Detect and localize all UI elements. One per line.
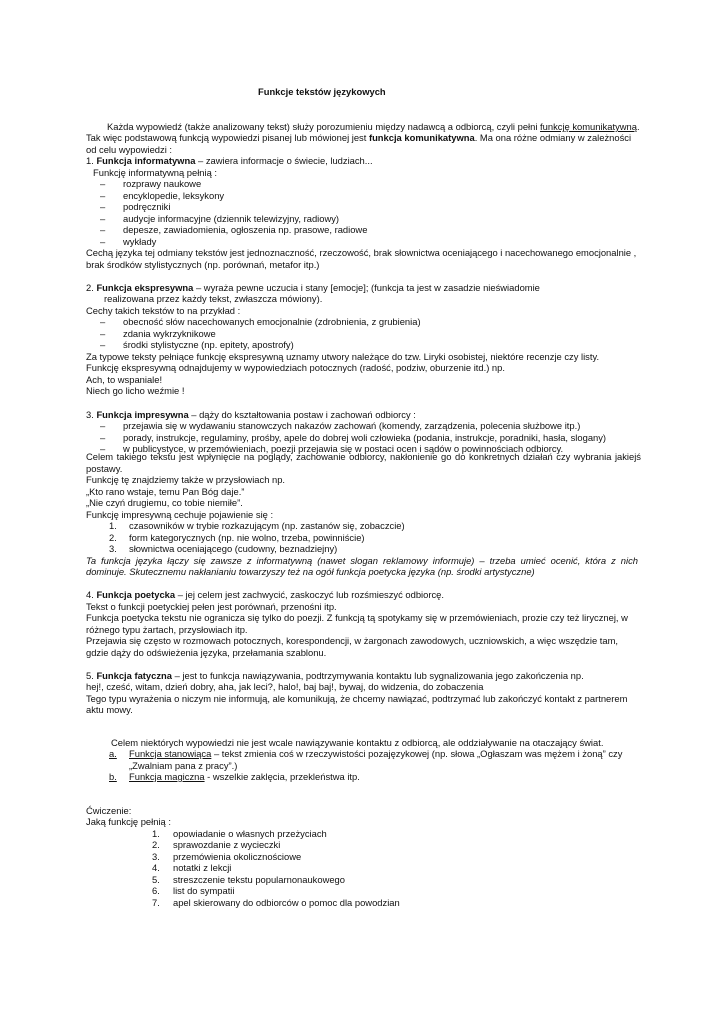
list-item: streszczenie tekstu popularnonaukowego bbox=[173, 874, 345, 885]
section-3-desc: – dąży do kształtowania postaw i zachowań odbiorcy : bbox=[188, 409, 416, 420]
section-3-paragraph: Funkcję impresywną cechuje pojawienie się : bbox=[86, 509, 274, 520]
section-2-example: Ach, to wspaniale! bbox=[86, 374, 163, 385]
list-dash: – bbox=[100, 316, 106, 327]
section-3-note: Ta funkcja języka łączy się zawsze z informatywną (nawet slogan reklamowy informuje) – trzeba umieć ocenić, która z nich bbox=[86, 555, 638, 566]
list-dash: – bbox=[100, 328, 106, 339]
section-2-paragraph: Za typowe teksty pełniące funkcję ekspresywną uznamy utwory należące do tzw. Liryki osobistej, niektóre recenzje czy listy. bbox=[86, 351, 600, 362]
section-2-sub: Cechy takich tekstów to na przykład : bbox=[86, 305, 241, 316]
section-2-desc: – wyraża pewne uczucia i stany [emocje]; (funkcja ta jest w zasadzie nieświadomie bbox=[193, 282, 540, 293]
section-4-paragraph: różnego typu żartach, przysłowiach itp. bbox=[86, 624, 248, 635]
list-number: 2. bbox=[109, 532, 117, 543]
section-3-paragraph: Funkcję tę znajdziemy także w przysłowiach np. bbox=[86, 474, 286, 485]
section-4-heading bbox=[86, 589, 444, 601]
section-3-paragraph: Celem takiego tekstu jest wpłynięcie na poglądy, zachowanie odbiorcy, nakłonienie go do konkretnych działań czy wybrania jakiejś bbox=[86, 451, 641, 462]
section-4-name: Funkcja poetycka bbox=[96, 589, 176, 600]
list-item: notatki z lekcji bbox=[173, 862, 232, 873]
list-dash: – bbox=[100, 236, 106, 247]
section-2-heading bbox=[86, 282, 540, 294]
intro-line-1 bbox=[107, 121, 640, 133]
section-number: 4. bbox=[86, 589, 97, 600]
list-dash: – bbox=[100, 339, 106, 350]
section-number: 1. bbox=[86, 155, 97, 166]
list-number: 1. bbox=[152, 828, 160, 839]
list-item: opowiadanie o własnych przeżyciach bbox=[173, 828, 327, 839]
intro-text: Tak więc podstawową funkcją wypowiedzi pisanej lub mówionej jest bbox=[86, 132, 369, 143]
section-number: 3. bbox=[86, 409, 97, 420]
list-item: przejawia się w wydawaniu stanowczych nakazów zachowań (komendy, zarządzenia, polecenia służbowe itp.) bbox=[123, 420, 581, 431]
list-item: sprawozdanie z wycieczki bbox=[173, 839, 281, 850]
list-item: zdania wykrzyknikowe bbox=[123, 328, 216, 339]
function-a-name: Funkcja stanowiąca bbox=[129, 748, 212, 759]
section-4-paragraph: Przejawia się często w rozmowach potocznych, korespondencji, w żargonach zawodowych, uczniowskich, a więc wszędzie tam, bbox=[86, 635, 619, 646]
section-6-intro: Celem niektórych wypowiedzi nie jest wcale nawiązywanie kontaktu z odbiorcą, ale oddziaływanie na otaczający świat. bbox=[111, 737, 604, 748]
section-4-desc: – jej celem jest zachwycić, zaskoczyć lub rozśmieszyć odbiorcę. bbox=[175, 589, 444, 600]
list-dash: – bbox=[100, 432, 106, 443]
list-number: 5. bbox=[152, 874, 160, 885]
function-b-name: Funkcja magiczna bbox=[129, 771, 205, 782]
list-item: porady, instrukcje, regulaminy, prośby, apele do dobrej woli człowieka (podania, instrukcje, poradniki, hasła, slogany) bbox=[123, 432, 607, 443]
exercise-question: Jaką funkcję pełnią : bbox=[86, 816, 171, 827]
list-dash: – bbox=[100, 213, 106, 224]
function-a-text: – tekst zmienia coś w rzeczywistości pozajęzykowej (np. słowa „Ogłaszam was mężem i żoną” czy bbox=[211, 748, 623, 759]
list-item: obecność słów nacechowanych emocjonalnie (zdrobnienia, z grubienia) bbox=[123, 316, 421, 327]
list-dash: – bbox=[100, 443, 106, 454]
list-item: czasowników w trybie rozkazującym (np. zastanów się, zobaczcie) bbox=[129, 520, 405, 531]
list-number: 4. bbox=[152, 862, 160, 873]
proverb: „Nie czyń drugiemu, co tobie niemiłe”. bbox=[86, 497, 243, 508]
list-number: 1. bbox=[109, 520, 117, 531]
section-5-heading bbox=[86, 670, 584, 682]
list-item: form kategorycznych (np. nie wolno, trzeba, powinniście) bbox=[129, 532, 365, 543]
list-number: 3. bbox=[152, 851, 160, 862]
section-1-paragraph: Cechą języka tej odmiany tekstów jest jednoznaczność, rzeczowość, brak słownictwa oceniającego i nacechowanego emocjonalnie , bbox=[86, 247, 637, 258]
list-item: wykłady bbox=[123, 236, 157, 247]
list-item: rozprawy naukowe bbox=[123, 178, 202, 189]
list-item: przemówienia okolicznościowe bbox=[173, 851, 302, 862]
section-2-name: Funkcja ekspresywna bbox=[96, 282, 194, 293]
section-number: 2. bbox=[86, 282, 97, 293]
section-4-paragraph: Funkcja poetycka tekstu nie ogranicza się tylko do poezji. Z funkcją tą spotykamy się w przemówieniach, prozie czy też lirycznej, w bbox=[86, 612, 628, 623]
function-a-cont: „Zwalniam pana z pracy”.) bbox=[129, 760, 238, 771]
list-item: apel skierowany do odbiorców o pomoc dla powodzian bbox=[173, 897, 400, 908]
function-a bbox=[129, 748, 622, 760]
section-3-note: dominuje. Skutecznemu nakłanianiu towarzyszy też na ogół funkcja poetycka języka (np. środki artystyczne) bbox=[86, 566, 535, 577]
page-title: Funkcje tekstów językowych bbox=[258, 86, 386, 97]
section-4-paragraph: gdzie dąży do odświeżenia języka, przełamania szablonu. bbox=[86, 647, 327, 658]
list-number: 6. bbox=[152, 885, 160, 896]
proverb: „Kto rano wstaje, temu Pan Bóg daje.” bbox=[86, 486, 245, 497]
list-dash: – bbox=[100, 224, 106, 235]
list-item: środki stylistyczne (np. epitety, apostrofy) bbox=[123, 339, 294, 350]
section-2-example: Niech go licho weźmie ! bbox=[86, 385, 185, 396]
section-4-paragraph: Tekst o funkcji poetyckiej pełen jest porównań, przenośni itp. bbox=[86, 601, 337, 612]
section-1-name: Funkcja informatywna bbox=[96, 155, 196, 166]
intro-period: . bbox=[636, 121, 640, 132]
intro-underlined-term: funkcję komunikatywną bbox=[540, 121, 637, 132]
section-1-desc: – zawiera informacje o świecie, ludziach... bbox=[195, 155, 373, 166]
section-5-paragraph: hej!, cześć, witam, dzień dobry, aha, jak leci?, halo!, baj baj!, bywaj, do widzenia, do zobaczenia bbox=[86, 681, 484, 692]
intro-text: . Ma ona różne odmiany w zależności bbox=[474, 132, 632, 143]
section-5-paragraph: aktu mowy. bbox=[86, 704, 133, 715]
list-item: depesze, zawiadomienia, ogłoszenia np. prasowe, radiowe bbox=[123, 224, 368, 235]
intro-line-3: od celu wypowiedzi : bbox=[86, 144, 172, 155]
exercise-title: Ćwiczenie: bbox=[86, 805, 132, 816]
intro-bold-term: funkcja komunikatywna bbox=[368, 132, 475, 143]
list-dash: – bbox=[100, 190, 106, 201]
function-b-text: - wszelkie zaklęcia, przekleństwa itp. bbox=[204, 771, 360, 782]
section-number: 5. bbox=[86, 670, 97, 681]
list-item: list do sympatii bbox=[173, 885, 235, 896]
list-letter bbox=[109, 748, 117, 760]
list-item: słownictwa oceniającego (cudowny, beznadziejny) bbox=[129, 543, 338, 554]
list-item: audycje informacyjne (dziennik telewizyjny, radiowy) bbox=[123, 213, 340, 224]
list-item: podręczniki bbox=[123, 201, 171, 212]
section-3-paragraph: postawy. bbox=[86, 463, 123, 474]
section-1-heading bbox=[86, 155, 373, 167]
list-dash: – bbox=[100, 178, 106, 189]
list-letter-a: a. bbox=[109, 748, 117, 759]
list-dash: – bbox=[100, 201, 106, 212]
section-5-desc: – jest to funkcja nawiązywania, podtrzymywania kontaktu lub sygnalizowania jego zakończenia np. bbox=[171, 670, 584, 681]
section-2-desc-cont: realizowana przez każdy tekst, zwłaszcza mówiony). bbox=[104, 293, 323, 304]
list-number: 2. bbox=[152, 839, 160, 850]
section-5-paragraph: Tego typu wyrażenia o niczym nie informują, ale komunikują, że chcemy nawiązać, podtrzymać lub zakończyć kontakt z partnerem bbox=[86, 693, 628, 704]
section-3-heading bbox=[86, 409, 416, 421]
section-5-name: Funkcja fatyczna bbox=[96, 670, 172, 681]
list-letter-b: b. bbox=[109, 771, 117, 782]
list-item: w publicystyce, w przemówieniach, poezji przejawia się w postaci ocen i sądów o powinnościach odbiorcy. bbox=[123, 443, 564, 454]
section-1-sub: Funkcję informatywną pełnią : bbox=[93, 167, 218, 178]
section-2-paragraph: Funkcję ekspresywną odnajdujemy w wypowiedziach potocznych (radość, podziw, oburzenie itd.) np. bbox=[86, 362, 505, 373]
intro-text: Każda wypowiedź (także analizowany tekst) służy porozumieniu między nadawcą a odbiorcą, czyli pełni bbox=[107, 121, 541, 132]
function-b bbox=[129, 771, 360, 783]
intro-line-2 bbox=[86, 132, 631, 144]
section-1-paragraph: brak środków stylistycznych (np. porównań, metafor itp.) bbox=[86, 259, 320, 270]
list-letter bbox=[109, 771, 117, 783]
list-dash: – bbox=[100, 420, 106, 431]
list-number: 7. bbox=[152, 897, 160, 908]
list-number: 3. bbox=[109, 543, 117, 554]
section-3-name: Funkcja impresywna bbox=[96, 409, 189, 420]
list-item: encyklopedie, leksykony bbox=[123, 190, 225, 201]
